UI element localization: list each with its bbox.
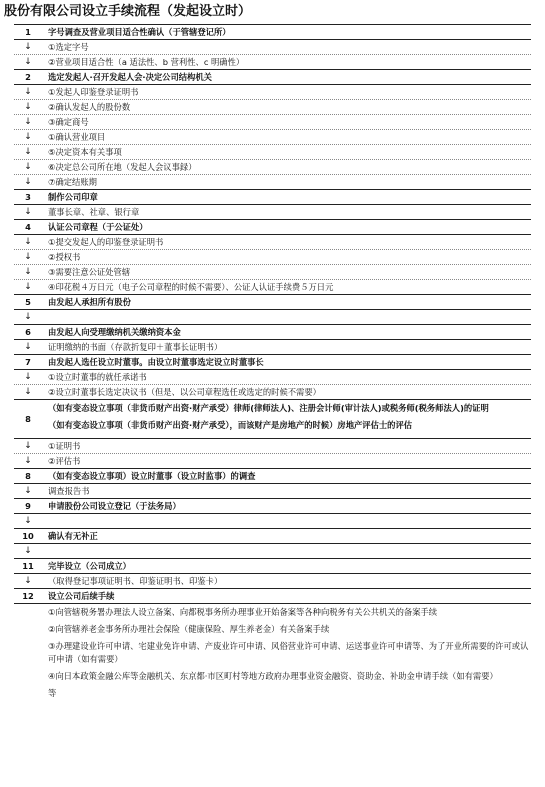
substep-row [14, 55, 531, 70]
down-arrow-icon: ↓ [24, 252, 32, 262]
down-arrow-icon: ↓ [24, 87, 32, 97]
substep-row [14, 484, 531, 499]
substep-text: ②确认发起人的股份数 [48, 102, 131, 112]
step-row [14, 189, 531, 205]
substep-text: ①提交发起人的印鉴登录证明书 [48, 237, 164, 247]
step-row [14, 219, 531, 235]
substep-text [42, 544, 531, 558]
page-title: 股份有限公司设立手续流程（发起设立时） [4, 4, 252, 19]
step-number: 6 [25, 327, 31, 337]
substep-row [14, 544, 531, 559]
step-paragraph: （如有变态设立事项（非货币财产出资·财产承受）律师(律师法人)、注册会计师(审计法人)或税务师(税务师法人)的证明 [48, 403, 489, 413]
step-number: 2 [25, 72, 31, 82]
substep-row [14, 370, 531, 385]
substep-text: ②评估书 [48, 456, 81, 466]
step-title: 完毕设立（公司成立） [48, 561, 131, 571]
down-arrow-icon: ↓ [24, 117, 32, 127]
followup-note: ④向日本政策金融公库等金融机关、东京都·市区町村等地方政府办理事业资金融资、资助金、补助金申请手续（如有需要） [48, 671, 498, 681]
step-title: 制作公司印章 [48, 192, 98, 202]
down-arrow-icon: ↓ [24, 162, 32, 172]
down-arrow-icon: ↓ [24, 372, 32, 382]
step-row [14, 354, 531, 370]
step-row [14, 24, 531, 40]
down-arrow-icon: ↓ [24, 387, 32, 397]
substep-row [14, 250, 531, 265]
substep-text: ②授权书 [48, 252, 81, 262]
step-number: 4 [25, 222, 31, 232]
step-title: 确认有无补正 [48, 531, 98, 541]
step-row [14, 69, 531, 85]
step-number: 3 [25, 192, 31, 202]
substep-row [14, 40, 531, 55]
down-arrow-icon: ↓ [24, 57, 32, 67]
step-title: 由发起人选任设立时董事。由设立时董事选定设立时董事长 [48, 357, 264, 367]
down-arrow-icon: ↓ [24, 207, 32, 217]
down-arrow-icon: ↓ [24, 102, 32, 112]
step-number: 11 [22, 561, 34, 571]
procedure-table [14, 24, 531, 604]
step-row [14, 558, 531, 574]
substep-row [14, 280, 531, 295]
followup-note: ②向管辖养老金事务所办理社会保险（健康保险、厚生养老金）有关备案手续 [48, 624, 330, 634]
step-title: 字号调查及营业项目适合性确认（于管辖登记所） [48, 27, 231, 37]
substep-text [42, 514, 531, 528]
step-row [14, 588, 531, 604]
step-number: 7 [25, 357, 31, 367]
substep-text: 调查报告书 [48, 486, 90, 496]
step-number: 12 [22, 591, 34, 601]
step-title: 由发起人承担所有股份 [48, 297, 131, 307]
step-title: 设立公司后续手续 [48, 591, 115, 601]
step-title [42, 400, 531, 438]
down-arrow-icon: ↓ [24, 576, 32, 586]
down-arrow-icon: ↓ [24, 147, 32, 157]
substep-row [14, 385, 531, 400]
step-row [14, 468, 531, 484]
substep-row [14, 205, 531, 220]
down-arrow-icon: ↓ [24, 267, 32, 277]
down-arrow-icon: ↓ [24, 516, 32, 526]
down-arrow-icon: ↓ [24, 132, 32, 142]
substep-row [14, 439, 531, 454]
substep-text: ①选定字号 [48, 42, 89, 52]
step-title: 由发起人向受理缴纳机关缴纳资本金 [48, 327, 181, 337]
step-number: 9 [25, 501, 31, 511]
down-arrow-icon: ↓ [24, 486, 32, 496]
substep-row [14, 514, 531, 529]
step-number: 5 [25, 297, 31, 307]
substep-text: 董事长章、社章、银行章 [48, 207, 140, 217]
substep-row [14, 574, 531, 589]
substep-row [14, 160, 531, 175]
substep-row [14, 115, 531, 130]
down-arrow-icon: ↓ [24, 456, 32, 466]
substep-row [14, 145, 531, 160]
substep-row [14, 265, 531, 280]
step-number: 8 [25, 471, 31, 481]
step-title: 申请股份公司设立登记（于法务局） [48, 501, 181, 511]
step-title: 选定发起人·召开发起人会·决定公司结构机关 [48, 72, 212, 82]
substep-text: ⑤决定资本有关事项 [48, 147, 122, 157]
followup-note: ③办理建设业许可申请、宅建业免许申请、产废业许可申请、风俗营业许可申请、运送事业许可申请等、为了开业所需要的许可或认可申请（如有需要） [48, 641, 529, 664]
substep-text: ②营业项目适合性（a 适法性、b 营利性、c 明确性） [48, 57, 245, 67]
step-number: 10 [22, 531, 34, 541]
followup-note: 等 [48, 688, 57, 698]
substep-row [14, 100, 531, 115]
substep-text: （取得登记事项证明书、印鉴证明书、印鉴卡） [48, 576, 223, 586]
followup-notes [14, 604, 531, 700]
step-title: （如有变态设立事项）设立时董事（设立时监事）的调查 [48, 471, 256, 481]
substep-row [14, 310, 531, 325]
substep-row [14, 85, 531, 100]
down-arrow-icon: ↓ [24, 282, 32, 292]
substep-text: ①确认营业项目 [48, 132, 106, 142]
substep-text: ③需要注意公证处管辖 [48, 267, 131, 277]
substep-text: ⑦确定结账期 [48, 177, 97, 187]
substep-row [14, 454, 531, 469]
step-row [14, 528, 531, 544]
step-number: 1 [25, 27, 31, 37]
substep-text: ⑥决定总公司所在地（发起人会议事録） [48, 162, 197, 172]
substep-text: ①发起人印鉴登录证明书 [48, 87, 139, 97]
step-title: 认证公司章程（于公证处） [48, 222, 148, 232]
down-arrow-icon: ↓ [24, 237, 32, 247]
step-row [14, 498, 531, 514]
step-paragraph: （如有变态设立事项（非货币财产出资·财产承受），而该财产是房地产的时候）房地产评估士的评估 [48, 420, 413, 430]
down-arrow-icon: ↓ [24, 441, 32, 451]
substep-text: ①证明书 [48, 441, 81, 451]
substep-text [42, 310, 531, 324]
substep-row [14, 175, 531, 190]
down-arrow-icon: ↓ [24, 546, 32, 556]
substep-text: ②设立时董事长选定决议书（但是、以公司章程选任或选定的时候不需要） [48, 387, 321, 397]
substep-text: ③确定商号 [48, 117, 89, 127]
down-arrow-icon: ↓ [24, 177, 32, 187]
down-arrow-icon: ↓ [24, 342, 32, 352]
step-row [14, 399, 531, 439]
substep-text: ①设立时董事的就任承诺书 [48, 372, 147, 382]
step-number: 8 [25, 414, 31, 424]
followup-note: ①向管辖税务署办理法人设立备案、向都税事务所办理事业开始备案等各种向税务有关公共机关的备案手续 [48, 607, 438, 617]
step-row [14, 294, 531, 310]
substep-text: ④印花税４万日元（电子公司章程的时候不需要）、公证人认证手续费５万日元 [48, 282, 334, 292]
down-arrow-icon: ↓ [24, 312, 32, 322]
substep-row [14, 340, 531, 355]
step-row [14, 324, 531, 340]
substep-row [14, 130, 531, 145]
substep-text: 证明缴纳的书面（存款折复印＋董事长证明书） [48, 342, 223, 352]
substep-row [14, 235, 531, 250]
down-arrow-icon: ↓ [24, 42, 32, 52]
